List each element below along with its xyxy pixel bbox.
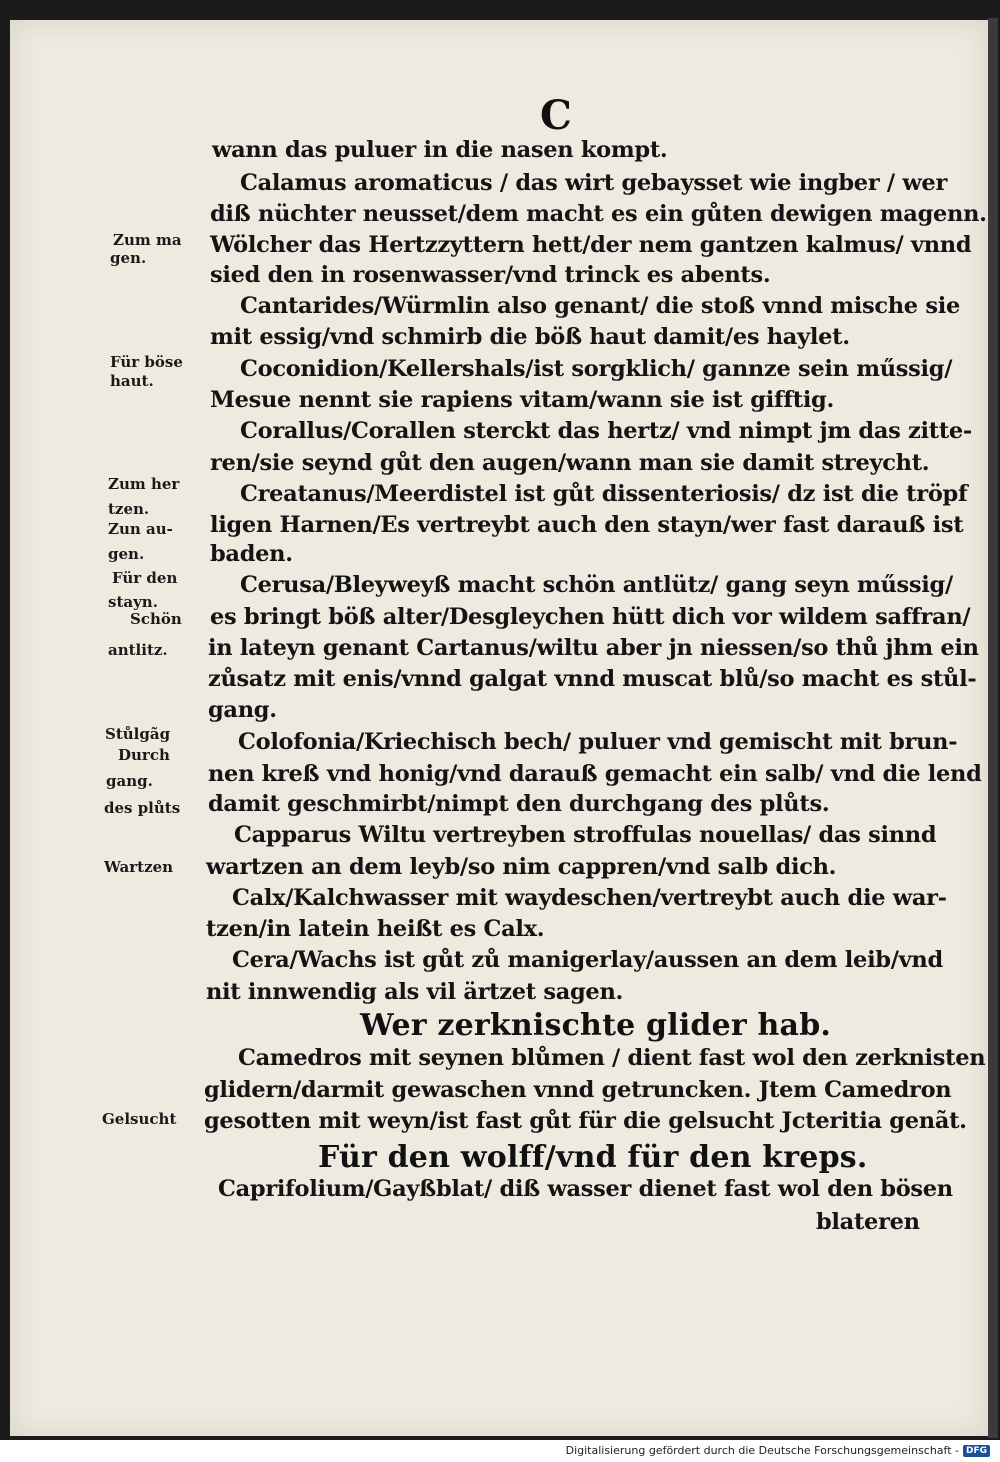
signature-mark: C [540,92,572,139]
text-line: Caprifolium/Gayßblat/ diß wasser dienet fast wol den bösen [218,1176,953,1202]
text-line: Capparus Wiltu vertreyben stroffulas nouellas/ das sinnd [234,822,937,848]
text-line: Colofonia/Kriechisch bech/ puluer vnd gemischt mit brun- [238,729,958,755]
text-line: Creatanus/Meerdistel ist gůt dissenteriosis/ dz ist die tröpf [240,481,968,507]
text-line: Camedros mit seynen blůmen / dient fast wol den zerknisten [238,1045,986,1071]
text-line: mit essig/vnd schmirb die böß haut damit/es haylet. [210,324,850,350]
margin-note: Zum her [108,475,180,493]
text-line: Calamus aromaticus / das wirt gebaysset wie ingber / wer [240,170,948,196]
margin-note: gen. [108,545,145,563]
text-line: diß nüchter neusset/dem macht es ein gůten dewigen magenn. [210,201,987,227]
margin-note: Für böse [110,353,183,371]
text-line: wann das puluer in die nasen kompt. [212,137,668,163]
text-line: in lateyn genant Cartanus/wiltu aber jn niessen/so thů jhm ein [208,635,979,661]
text-line: zůsatz mit enis/vnnd galgat vnnd muscat blů/so macht es stůl- [208,666,977,692]
text-line: Wölcher das Hertzzyttern hett/der nem gantzen kalmus/ vnnd [210,232,972,258]
text-line: Calx/Kalchwasser mit waydeschen/vertreybt auch die war- [232,885,947,911]
text-line: baden. [210,541,293,567]
text-line: wartzen an dem leyb/so nim cappren/vnd salb dich. [206,854,837,880]
footer-text: Digitalisierung gefördert durch die Deutsche Forschungsgemeinschaft - [565,1444,959,1457]
text-line: nen kreß vnd honig/vnd darauß gemacht ein salb/ vnd die lend [208,761,982,787]
margin-note: Zum ma [113,231,182,249]
margin-note: Zun au- [108,520,173,538]
text-line: sied den in rosenwasser/vnd trinck es abents. [210,262,771,288]
text-line: Cantarides/Würmlin also genant/ die stoß vnnd mische sie [240,293,960,319]
margin-note: tzen. [108,500,150,518]
text-line: Mesue nennt sie rapiens vitam/wann sie ist gifftig. [210,387,835,413]
text-line: ligen Harnen/Es vertreybt auch den stayn/wer fast darauß ist [210,512,964,538]
catchword: blateren [816,1209,920,1235]
margin-note: Stůlgãg [105,725,171,743]
margin-note: gen. [110,249,147,267]
text-line: ren/sie seynd gůt den augen/wann man sie damit streycht. [210,450,930,476]
margin-note: haut. [110,372,154,390]
dfg-logo: DFG [963,1445,990,1457]
margin-note: des plůts [104,799,181,817]
text-line: Corallus/Corallen sterckt das hertz/ vnd nimpt jm das zitte- [240,418,972,444]
margin-note: antlitz. [108,641,168,659]
text-line: Coconidion/Kellershals/ist sorgklich/ gannze sein műssig/ [240,356,953,382]
text-line: nit innwendig als vil ärtzet sagen. [206,979,624,1005]
margin-note: gang. [106,772,153,790]
text-line: gang. [208,697,277,723]
footer-credit [566,1444,990,1457]
text-line: Cera/Wachs ist gůt zů manigerlay/aussen an dem leib/vnd [232,947,943,973]
text-line: glidern/darmit gewaschen vnnd getruncken. Jtem Camedron [204,1077,952,1103]
text-line: Cerusa/Bleyweyß macht schön antlütz/ gang seyn műssig/ [240,572,953,598]
text-line: damit geschmirbt/nimpt den durchgang des plůts. [208,791,830,817]
section-heading: Wer zerknischte glider hab. [360,1008,832,1043]
text-line: es bringt böß alter/Desgleychen hütt dich vor wildem saffran/ [210,604,971,630]
margin-note: Wartzen [104,858,174,876]
margin-note: Schön [130,610,182,628]
margin-note: stayn. [108,593,158,611]
margin-note: Für den [112,569,178,587]
margin-note: Durch [118,746,170,764]
page-edge [988,18,998,1438]
text-line: tzen/in latein heißt es Calx. [206,916,545,942]
margin-note: Gelsucht [102,1110,177,1128]
text-line: gesotten mit weyn/ist fast gůt für die gelsucht Jcteritia genãt. [204,1108,967,1134]
section-heading: Für den wolff/vnd für den kreps. [318,1140,868,1175]
